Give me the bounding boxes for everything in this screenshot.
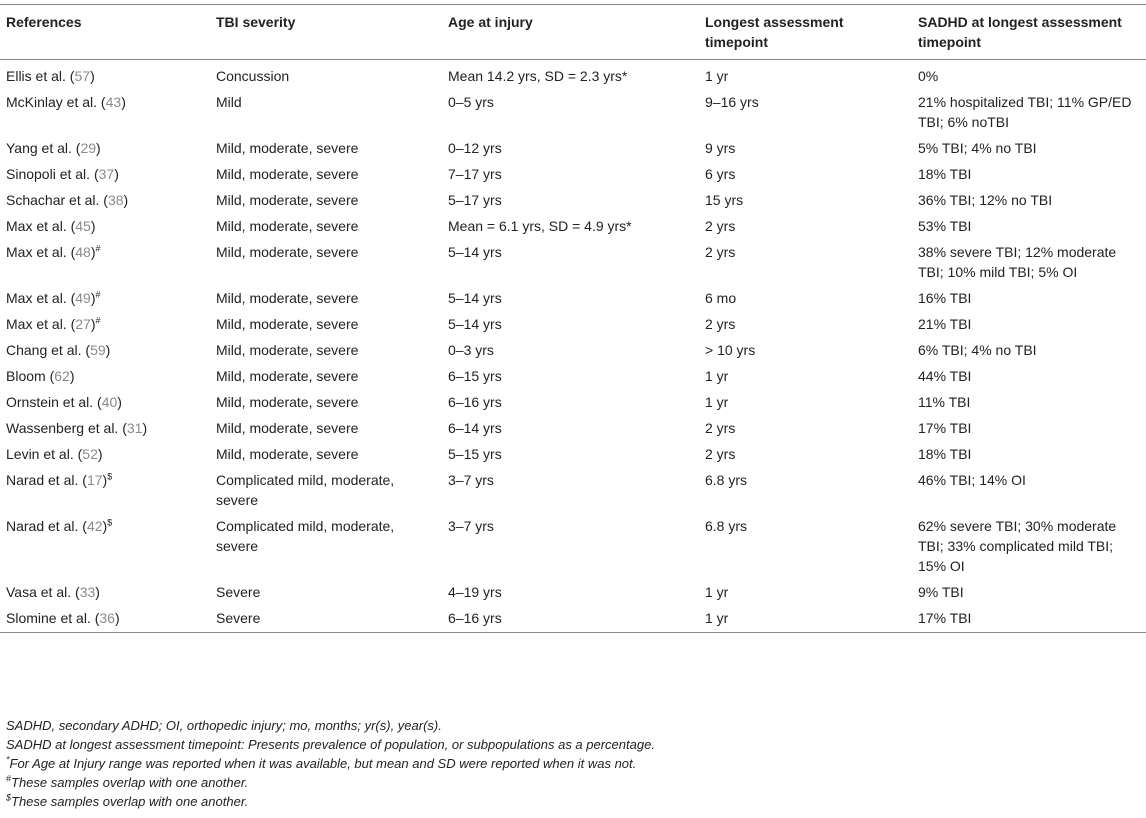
footnote-mark: * [6,754,10,765]
cell-sadhd: 46% TBI; 14% OI [918,472,1026,488]
table-body [0,60,1146,633]
table-row [0,602,1146,633]
reference-author: Vasa et al. [6,584,72,600]
cell-longest-timepoint: 9 yrs [705,140,736,156]
cell-age-at-injury: 4–19 yrs [448,584,502,600]
reference-footnote-mark: # [95,243,101,254]
cell-age-at-injury: 7–17 yrs [448,166,502,182]
reference-footnote-mark: $ [107,517,113,528]
reference-number-link[interactable]: 62 [54,368,70,384]
footnote-line [6,735,1136,754]
footnote-line [6,754,1136,773]
cell-age-at-injury: 5–14 yrs [448,290,502,306]
cell-age-at-injury: Mean 14.2 yrs, SD = 2.3 yrs* [448,68,628,84]
cell-sadhd: 11% TBI [918,394,971,410]
cell-tbi-severity: Mild, moderate, severe [216,368,359,384]
footnote-text: SADHD, secondary ADHD; OI, orthopedic injury; mo, months; yr(s), year(s). [6,718,442,733]
cell-tbi-severity: Mild, moderate, severe [216,290,359,306]
cell-age-at-injury: 6–16 yrs [448,394,502,410]
table-row [0,412,1146,438]
footnote-text: These samples overlap with one another. [11,794,249,809]
cell-sadhd: 17% TBI [918,610,972,626]
cell-tbi-severity: Mild, moderate, severe [216,244,359,260]
cell-longest-timepoint: 2 yrs [705,316,736,332]
cell-reference: Vasa et al. (33) [6,584,100,600]
cell-longest-timepoint: 2 yrs [705,218,736,234]
reference-author: Ornstein et al. [6,394,94,410]
cell-reference: Max et al. (27)# [6,315,101,332]
cell-reference: Narad et al. (17)$ [6,471,113,488]
cell-longest-timepoint: 2 yrs [705,244,736,260]
table-row [0,282,1146,308]
cell-age-at-injury: 6–14 yrs [448,420,502,436]
table-row [0,386,1146,412]
header-row [0,5,1146,60]
cell-longest-timepoint: 1 yr [705,368,729,384]
cell-longest-timepoint: 1 yr [705,584,729,600]
cell-reference: Chang et al. (59) [6,342,111,358]
cell-longest-timepoint: 9–16 yrs [705,94,759,110]
cell-longest-timepoint: 2 yrs [705,420,736,436]
header-sadhd: SADHD at longest assessment timepoint [918,14,1122,50]
reference-number-link[interactable]: 57 [74,68,91,84]
cell-age-at-injury: 5–14 yrs [448,316,502,332]
reference-number-link[interactable]: 38 [107,192,124,208]
reference-author: Max et al. [6,316,67,332]
references-table [0,4,1146,633]
reference-author: Chang et al. [6,342,82,358]
table-row [0,158,1146,184]
reference-number-link[interactable]: 27 [75,316,91,332]
cell-sadhd: 5% TBI; 4% no TBI [918,140,1037,156]
cell-tbi-severity: Complicated mild, moderate, severe [216,472,395,508]
cell-reference: Max et al. (45) [6,218,96,234]
cell-sadhd: 17% TBI [918,420,972,436]
reference-footnote-mark: # [95,289,101,300]
cell-age-at-injury: 6–16 yrs [448,610,502,626]
cell-longest-timepoint: > 10 yrs [705,342,756,358]
cell-sadhd: 36% TBI; 12% no TBI [918,192,1053,208]
cell-tbi-severity: Severe [216,584,261,600]
footnote-line [6,716,1136,735]
reference-author: Slomine et al. [6,610,91,626]
cell-age-at-injury: 0–5 yrs [448,94,494,110]
footnote-text: For Age at Injury range was reported when it was available, but mean and SD were reported when it was not. [9,756,637,771]
table-row [0,510,1146,576]
reference-author: Max et al. [6,244,67,260]
cell-tbi-severity: Mild [216,94,242,110]
footnote-mark: $ [6,792,12,803]
cell-sadhd: 62% severe TBI; 30% moderate TBI; 33% complicated mild TBI; 15% OI [918,518,1117,574]
cell-age-at-injury: 3–7 yrs [448,518,494,534]
table-row [0,308,1146,334]
reference-number-link[interactable]: 42 [86,518,103,534]
reference-author: Ellis et al. [6,68,66,84]
reference-author: McKinlay et al. [6,94,98,110]
reference-number-link[interactable]: 36 [99,610,115,626]
cell-reference: Narad et al. (42)$ [6,517,113,534]
cell-sadhd: 44% TBI [918,368,972,384]
cell-sadhd: 21% TBI [918,316,972,332]
footnote-line [6,792,1136,811]
cell-tbi-severity: Mild, moderate, severe [216,166,359,182]
cell-reference: Schachar et al. (38) [6,192,129,208]
reference-number-link[interactable]: 45 [75,218,91,234]
reference-number-link[interactable]: 52 [82,446,98,462]
cell-longest-timepoint: 1 yr [705,610,729,626]
cell-longest-timepoint: 1 yr [705,68,729,84]
table-row [0,132,1146,158]
reference-author: Sinopoli et al. [6,166,91,182]
reference-author: Levin et al. [6,446,74,462]
reference-number-link[interactable]: 40 [101,394,118,410]
reference-number-link[interactable]: 29 [80,140,97,156]
table-row [0,184,1146,210]
cell-reference: Bloom (62) [6,368,75,384]
cell-age-at-injury: Mean = 6.1 yrs, SD = 4.9 yrs* [448,218,632,234]
cell-reference: Levin et al. (52) [6,446,103,462]
reference-author: Max et al. [6,218,67,234]
cell-tbi-severity: Severe [216,610,261,626]
cell-longest-timepoint: 1 yr [705,394,729,410]
cell-age-at-injury: 0–3 yrs [448,342,494,358]
reference-author: Max et al. [6,290,67,306]
table-header [0,5,1146,60]
reference-number-link[interactable]: 31 [126,420,143,436]
cell-tbi-severity: Mild, moderate, severe [216,446,359,462]
cell-sadhd: 18% TBI [918,446,972,462]
reference-number-link[interactable]: 59 [90,342,106,358]
cell-longest-timepoint: 6 yrs [705,166,736,182]
table-row [0,334,1146,360]
reference-footnote-mark: $ [107,471,113,482]
footnote-line [6,773,1136,792]
cell-reference: Sinopoli et al. (37) [6,166,119,182]
cell-sadhd: 9% TBI [918,584,964,600]
cell-tbi-severity: Mild, moderate, severe [216,140,359,156]
cell-sadhd: 16% TBI [918,290,972,306]
cell-age-at-injury: 3–7 yrs [448,472,494,488]
reference-number-link[interactable]: 17 [86,472,103,488]
cell-longest-timepoint: 6.8 yrs [705,472,748,488]
cell-reference: Slomine et al. (36) [6,610,120,626]
cell-tbi-severity: Complicated mild, moderate, severe [216,518,395,554]
header-age-at-injury: Age at injury [448,14,533,30]
reference-number-link[interactable]: 49 [75,290,91,306]
cell-reference: Wassenberg et al. (31) [6,420,148,436]
table-row [0,464,1146,510]
header-references: References [6,14,82,30]
cell-reference: Max et al. (48)# [6,243,101,260]
header-longest-assessment-timepoint: Longest assessment timepoint [705,14,844,50]
table-row [0,86,1146,132]
cell-tbi-severity: Concussion [216,68,290,84]
cell-sadhd: 0% [918,68,939,84]
cell-tbi-severity: Mild, moderate, severe [216,342,359,358]
reference-author: Yang et al. [6,140,72,156]
cell-reference: Ornstein et al. (40) [6,394,122,410]
reference-author: Schachar et al. [6,192,100,208]
cell-reference: McKinlay et al. (43) [6,94,126,110]
footnote-mark: # [6,773,12,784]
cell-reference: Yang et al. (29) [6,140,101,156]
cell-sadhd: 53% TBI [918,218,972,234]
cell-age-at-injury: 6–15 yrs [448,368,502,384]
table-row [0,360,1146,386]
cell-sadhd: 21% hospitalized TBI; 11% GP/ED TBI; 6% noTBI [918,94,1132,130]
cell-longest-timepoint: 6 mo [705,290,737,306]
reference-number-link[interactable]: 48 [75,244,91,260]
reference-author: Narad et al. [6,518,79,534]
cell-tbi-severity: Mild, moderate, severe [216,394,359,410]
reference-author: Wassenberg et al. [6,420,119,436]
cell-age-at-injury: 0–12 yrs [448,140,502,156]
footnote-text: SADHD at longest assessment timepoint: Presents prevalence of population, or subpopulations as a percentage. [6,737,655,752]
table-row [0,576,1146,602]
table-row [0,438,1146,464]
header-tbi-severity: TBI severity [216,14,296,30]
cell-longest-timepoint: 6.8 yrs [705,518,748,534]
cell-age-at-injury: 5–15 yrs [448,446,502,462]
table-row [0,236,1146,282]
reference-author: Narad et al. [6,472,79,488]
reference-author: Bloom [6,368,46,384]
cell-longest-timepoint: 2 yrs [705,446,736,462]
table-row [0,60,1146,87]
reference-number-link[interactable]: 33 [79,584,96,600]
cell-reference: Ellis et al. (57) [6,68,95,84]
reference-number-link[interactable]: 43 [105,94,122,110]
cell-tbi-severity: Mild, moderate, severe [216,420,359,436]
cell-tbi-severity: Mild, moderate, severe [216,316,359,332]
cell-tbi-severity: Mild, moderate, severe [216,192,359,208]
cell-tbi-severity: Mild, moderate, severe [216,218,359,234]
table-row [0,210,1146,236]
cell-sadhd: 18% TBI [918,166,972,182]
reference-number-link[interactable]: 37 [98,166,115,182]
cell-sadhd: 38% severe TBI; 12% moderate TBI; 10% mild TBI; 5% OI [918,244,1117,280]
cell-longest-timepoint: 15 yrs [705,192,744,208]
footnote-text: These samples overlap with one another. [11,775,249,790]
table-footnotes [6,716,1136,811]
reference-footnote-mark: # [95,315,101,326]
cell-sadhd: 6% TBI; 4% no TBI [918,342,1037,358]
cell-age-at-injury: 5–14 yrs [448,244,502,260]
cell-reference: Max et al. (49)# [6,289,101,306]
cell-age-at-injury: 5–17 yrs [448,192,502,208]
